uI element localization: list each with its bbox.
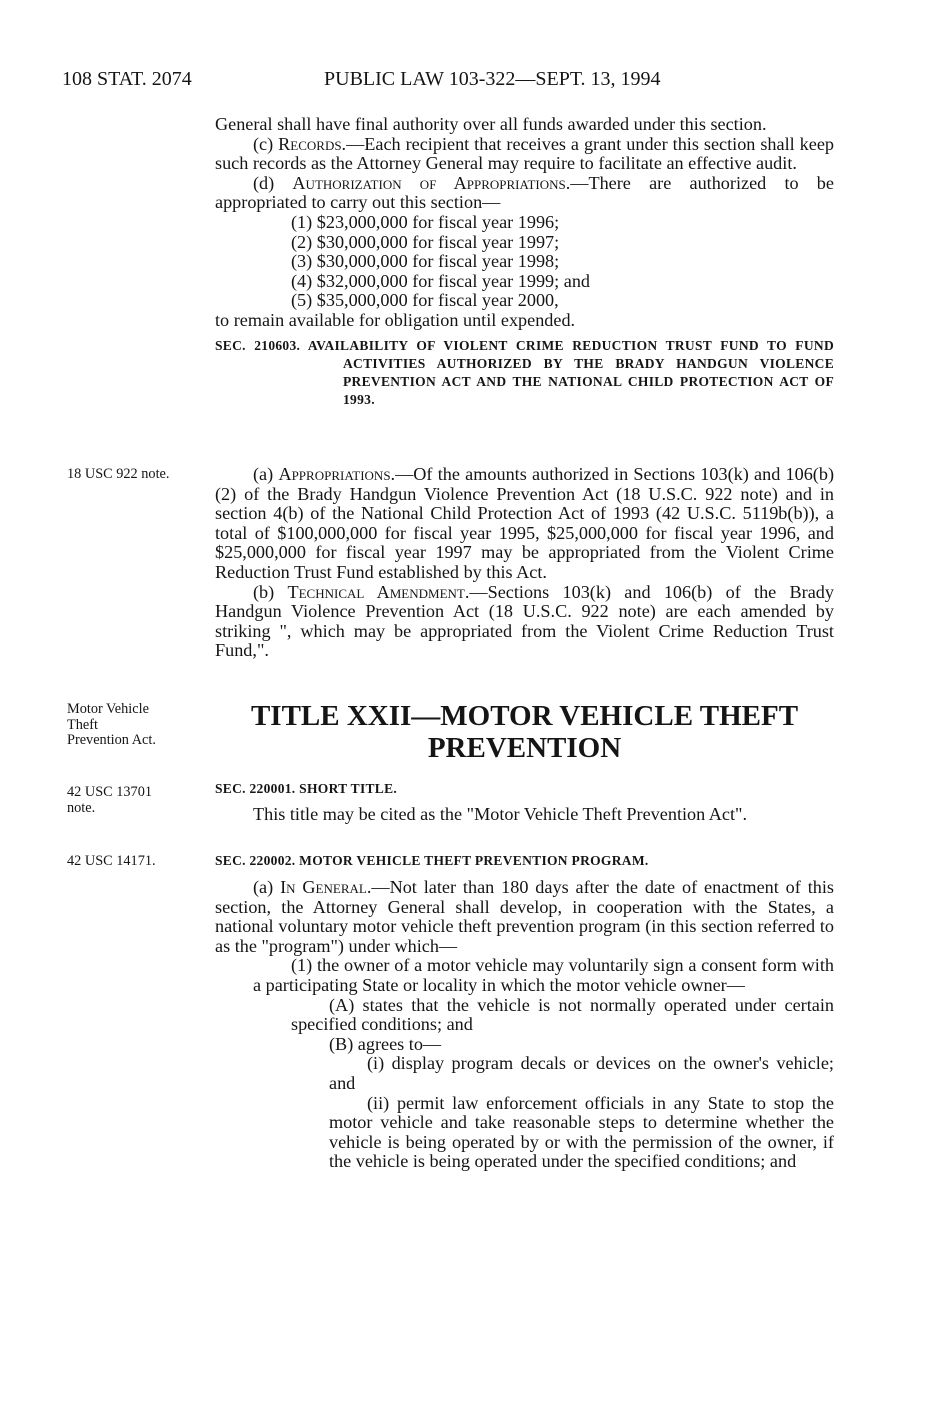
subsection-heading: Records. bbox=[278, 133, 347, 154]
subsection-heading: In General. bbox=[280, 877, 372, 897]
subsection-d: (d) Authorization of Appropriations.—There are authorized to be appropriated to carry out this section— bbox=[215, 172, 834, 213]
page-header bbox=[52, 68, 892, 98]
paragraph: This title may be cited as the "Motor Vehicle Theft Prevention Act". bbox=[253, 804, 748, 824]
subparagraph-b: (B) agrees to— bbox=[329, 1033, 442, 1054]
section-heading-210603: SEC. 210603. AVAILABILITY OF VIOLENT CRIME REDUCTION TRUST FUND TO FUND ACTIVITIES AUTHORIZED BY THE BRADY HANDGUN VIOLENCE PREVENTION ACT AND THE NATIONAL CHILD PROTECTION ACT OF 1993. bbox=[215, 337, 834, 407]
paragraph: to remain available for obligation until expended. bbox=[215, 309, 576, 330]
section-heading-220002: SEC. 220002. MOTOR VEHICLE THEFT PREVENTION PROGRAM. bbox=[215, 853, 649, 868]
section-220002 bbox=[215, 852, 834, 1172]
clause-ii: (ii) permit law enforcement officials in any State to stop the motor vehicle and take reasonable steps to determine whether the vehicle is being operated by or with the permission of the owner, if the vehicle is being operated under the specified conditions; and bbox=[329, 1092, 834, 1172]
title-line: TITLE XXII—MOTOR VEHICLE THEFT bbox=[250, 700, 799, 732]
subparagraph-a: (A) states that the vehicle is not normally operated under certain specified conditions; and bbox=[291, 994, 834, 1035]
section-220001 bbox=[215, 780, 834, 825]
list-item: (2) $30,000,000 for fiscal year 1997; bbox=[291, 231, 560, 252]
title-heading bbox=[215, 700, 834, 764]
margin-note-42usc13701: 42 USC 13701 note. bbox=[67, 784, 152, 816]
section-continuation bbox=[215, 115, 834, 409]
subsection-heading: Authorization of Appropriations. bbox=[292, 172, 571, 193]
paragraph-1: (1) the owner of a motor vehicle may voluntarily sign a consent form with a participating State or locality in which the motor vehicle owner— bbox=[253, 955, 834, 995]
section-heading-220001: SEC. 220001. SHORT TITLE. bbox=[215, 781, 398, 796]
margin-note-motor-vehicle-theft-prevention-act: Motor Vehicle Theft Prevention Act. bbox=[67, 701, 156, 749]
list-item: (5) $35,000,000 for fiscal year 2000, bbox=[291, 290, 559, 311]
subsection-heading: Appropriations. bbox=[278, 464, 396, 484]
margin-note-42usc14171: 42 USC 14171. bbox=[67, 853, 156, 869]
subsection-c: (c) Records.—Each recipient that receives a grant under this section shall keep such records as the Attorney General may require to facilitate an effective audit. bbox=[215, 133, 834, 174]
margin-note-18usc922: 18 USC 922 note. bbox=[67, 466, 170, 482]
subsection-a: (a) Appropriations.—Of the amounts authorized in Sections 103(k) and 106(b)(2) of the Brady Handgun Violence Prevention Act (18 U.S.C. 922 note) and in section 4(b) of the National Child Protection Act of 1993 (42 U.S.C. 5119b(b)), a total of $100,000,000 for fiscal year 1995, $25,000,000 for fiscal year 1996, and $25,000,000 for fiscal year 1997 may be appropriated from the Violent Crime Reduction Trust Fund established by this Act. bbox=[215, 464, 835, 582]
list-item: (3) $30,000,000 for fiscal year 1998; bbox=[291, 251, 560, 272]
public-law-title: PUBLIC LAW 103-322—SEPT. 13, 1994 bbox=[324, 68, 661, 90]
title-line: PREVENTION bbox=[427, 732, 622, 764]
list-item: (4) $32,000,000 for fiscal year 1999; and bbox=[291, 270, 591, 291]
subsection-b: (b) Technical Amendment.—Sections 103(k) and 106(b) of the Brady Handgun Violence Prevention Act (18 U.S.C. 922 note) are each amended by striking ", which may be appropriated from the Violent Crime Reduction Trust Fund,". bbox=[215, 581, 834, 661]
section-210603-body bbox=[215, 465, 834, 661]
clause-i: (i) display program decals or devices on the owner's vehicle; and bbox=[329, 1053, 834, 1093]
subsection-a: (a) In General.—Not later than 180 days after the date of enactment of this section, the Attorney General shall develop, in cooperation with the States, a national voluntary motor vehicle theft prevention program (in this section referred to as the "program") under which— bbox=[215, 877, 834, 956]
subsection-heading: Technical Amendment. bbox=[287, 581, 470, 602]
statute-citation: 108 STAT. 2074 bbox=[62, 68, 192, 90]
paragraph: General shall have final authority over all funds awarded under this section. bbox=[215, 114, 767, 134]
list-item: (1) $23,000,000 for fiscal year 1996; bbox=[291, 211, 560, 232]
